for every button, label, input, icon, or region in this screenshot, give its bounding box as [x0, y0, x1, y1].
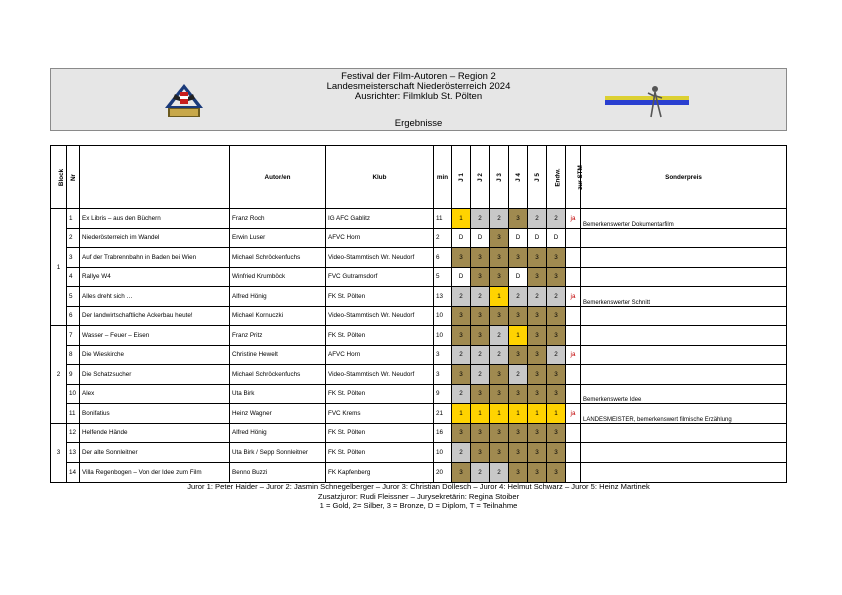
juror-score: 3 [471, 267, 490, 287]
film-title: Auf der Trabrennbahn in Baden bei Wien [80, 248, 230, 268]
juror-score: 3 [452, 463, 471, 483]
film-title: Helfende Hände [80, 423, 230, 443]
film-title: Wasser – Feuer – Eisen [80, 326, 230, 346]
stm-flag [566, 228, 581, 248]
entry-number: 6 [67, 306, 80, 326]
juror-score: 2 [471, 345, 490, 365]
stm-flag [566, 267, 581, 287]
film-title: Rallye W4 [80, 267, 230, 287]
col-header-j5: J 5 [528, 146, 547, 209]
film-title: Die Wieskirche [80, 345, 230, 365]
entry-number: 7 [67, 326, 80, 346]
juror-score: D [509, 228, 528, 248]
table-row [51, 345, 787, 365]
juror-score: 2 [490, 345, 509, 365]
film-title: Der landwirtschaftliche Ackerbau heute! [80, 306, 230, 326]
special-prize [581, 443, 787, 463]
juror-score: 3 [490, 443, 509, 463]
final-score: 3 [547, 326, 566, 346]
juror-score: 3 [471, 326, 490, 346]
film-title: Niederösterreich im Wandel [80, 228, 230, 248]
film-club: FVC Krems [326, 404, 434, 424]
juror-score: 2 [471, 365, 490, 385]
juror-score: 3 [471, 306, 490, 326]
table-row [51, 423, 787, 443]
film-author: Franz Pritz [230, 326, 326, 346]
juror-score: 2 [452, 443, 471, 463]
film-minutes: 9 [434, 384, 452, 404]
block-cell: 1 [51, 209, 67, 326]
special-prize [581, 267, 787, 287]
juror-score: 3 [490, 267, 509, 287]
table-row [51, 267, 787, 287]
special-prize [581, 365, 787, 385]
juror-score: D [452, 228, 471, 248]
film-title: Alex [80, 384, 230, 404]
final-score: 3 [547, 384, 566, 404]
final-score: 2 [547, 345, 566, 365]
stm-flag [566, 463, 581, 483]
juror-score: 1 [471, 404, 490, 424]
juror-score: 3 [452, 365, 471, 385]
juror-score: 1 [509, 404, 528, 424]
col-header-stm: zur STM [566, 146, 581, 209]
legend-line: 1 = Gold, 2= Silber, 3 = Bronze, D = Diplom, T = Teilnahme [319, 501, 518, 510]
entry-number: 3 [67, 248, 80, 268]
film-club: FK Kapfenberg [326, 463, 434, 483]
festival-title: Festival der Film-Autoren – Region 2 [341, 71, 496, 82]
section-title: Ergebnisse [394, 118, 443, 129]
juror-score: 1 [509, 326, 528, 346]
stm-flag [566, 423, 581, 443]
col-header-j2: J 2 [471, 146, 490, 209]
film-author: Alfred Hönig [230, 423, 326, 443]
juror-score: 3 [490, 384, 509, 404]
film-club: IG AFC Gablitz [326, 209, 434, 229]
table-row [51, 384, 787, 404]
juror-score: 3 [528, 306, 547, 326]
film-title: Der alte Sonnleitner [80, 443, 230, 463]
special-prize: Bemerkenswerte Idee [581, 384, 787, 404]
special-prize [581, 228, 787, 248]
table-row [51, 306, 787, 326]
col-header-final: Endw. [547, 146, 566, 209]
juror-score: 2 [490, 463, 509, 483]
film-minutes: 20 [434, 463, 452, 483]
final-score: 3 [547, 463, 566, 483]
stm-flag [566, 248, 581, 268]
juror-score: 3 [528, 384, 547, 404]
juror-score: 3 [452, 248, 471, 268]
juror-score: 3 [509, 345, 528, 365]
film-minutes: 2 [434, 228, 452, 248]
entry-number: 11 [67, 404, 80, 424]
juror-score: 3 [528, 326, 547, 346]
film-minutes: 13 [434, 287, 452, 307]
film-minutes: 16 [434, 423, 452, 443]
table-row [51, 463, 787, 483]
final-score: 3 [547, 423, 566, 443]
film-author: Alfred Hönig [230, 287, 326, 307]
juror-score: 2 [452, 287, 471, 307]
final-score: 3 [547, 306, 566, 326]
entry-number: 13 [67, 443, 80, 463]
juror-score: 2 [509, 365, 528, 385]
juror-score: 3 [509, 443, 528, 463]
juror-score: 3 [528, 345, 547, 365]
juror-score: 3 [528, 463, 547, 483]
film-author: Winfried Krumböck [230, 267, 326, 287]
film-minutes: 5 [434, 267, 452, 287]
juror-score: 3 [490, 365, 509, 385]
juror-score: D [452, 267, 471, 287]
table-row [51, 209, 787, 229]
juror-score: 3 [509, 306, 528, 326]
special-prize [581, 463, 787, 483]
table-row [51, 404, 787, 424]
entry-number: 14 [67, 463, 80, 483]
special-prize [581, 326, 787, 346]
col-header-title [80, 146, 230, 209]
final-score: 3 [547, 365, 566, 385]
block-cell: 2 [51, 326, 67, 424]
col-header-block: Block [51, 146, 67, 209]
jury-extra-line: Zusatzjuror: Rudi Fleissner – Jurysekretärin: Regina Stoiber [317, 491, 520, 501]
juror-score: 1 [528, 404, 547, 424]
entry-number: 5 [67, 287, 80, 307]
film-minutes: 10 [434, 306, 452, 326]
juror-score: 2 [471, 209, 490, 229]
table-row [51, 443, 787, 463]
film-title: Die Schatzsucher [80, 365, 230, 385]
film-club: FK St. Pölten [326, 326, 434, 346]
juror-score: 1 [490, 404, 509, 424]
juror-score: 3 [471, 384, 490, 404]
film-club: Video-Stammtisch Wr. Neudorf [326, 365, 434, 385]
film-author: Michael Kornuczki [230, 306, 326, 326]
final-score: 1 [547, 404, 566, 424]
table-row [51, 248, 787, 268]
table-row [51, 365, 787, 385]
juror-score: 3 [452, 326, 471, 346]
film-minutes: 6 [434, 248, 452, 268]
film-title: Villa Regenbogen – Von der Idee zum Film [80, 463, 230, 483]
special-prize: Bemerkenswerter Schnitt [581, 287, 787, 307]
film-author: Michael Schröckenfuchs [230, 365, 326, 385]
table-header-row [51, 146, 787, 209]
juror-score: 2 [490, 326, 509, 346]
special-prize: LANDESMEISTER, bemerkenswert filmische Erzählung [581, 404, 787, 424]
juror-score: 2 [452, 384, 471, 404]
stm-flag: ja [566, 345, 581, 365]
col-header-j1: J 1 [452, 146, 471, 209]
stm-flag [566, 443, 581, 463]
table-row [51, 326, 787, 346]
final-score: 3 [547, 443, 566, 463]
juror-score: 3 [528, 267, 547, 287]
entry-number: 10 [67, 384, 80, 404]
juror-score: 3 [509, 463, 528, 483]
film-minutes: 10 [434, 326, 452, 346]
stm-flag [566, 326, 581, 346]
document-header [50, 68, 787, 131]
juror-score: 3 [509, 248, 528, 268]
film-club: FK St. Pölten [326, 384, 434, 404]
juror-score: 3 [528, 248, 547, 268]
juror-score: 3 [528, 423, 547, 443]
table-row [51, 287, 787, 307]
film-club: FK St. Pölten [326, 423, 434, 443]
film-title: Ex Libris – aus den Büchern [80, 209, 230, 229]
film-club: Video-Stammtisch Wr. Neudorf [326, 248, 434, 268]
jury-line: Juror 1: Peter Haider – Juror 2: Jasmin Schnegelberger – Juror 3: Christian Dollesch – Juror 4: Helmut Schwarz – Juror 5: Heinz Martinek [187, 482, 650, 491]
juror-score: 3 [490, 423, 509, 443]
entry-number: 2 [67, 228, 80, 248]
stm-flag [566, 306, 581, 326]
juror-score: 2 [509, 287, 528, 307]
film-author: Uta Birk [230, 384, 326, 404]
film-minutes: 3 [434, 345, 452, 365]
film-author: Erwin Luser [230, 228, 326, 248]
juror-score: 1 [490, 287, 509, 307]
final-score: 2 [547, 209, 566, 229]
juror-score: 1 [452, 404, 471, 424]
final-score: 2 [547, 287, 566, 307]
juror-score: 3 [490, 306, 509, 326]
film-club: FK St. Pölten [326, 443, 434, 463]
results-table [50, 145, 787, 483]
film-minutes: 21 [434, 404, 452, 424]
stm-flag: ja [566, 287, 581, 307]
film-author: Michael Schröckenfuchs [230, 248, 326, 268]
stm-flag: ja [566, 404, 581, 424]
special-prize [581, 306, 787, 326]
entry-number: 1 [67, 209, 80, 229]
juror-score: 2 [490, 209, 509, 229]
stm-flag [566, 365, 581, 385]
filmklub-logo [605, 83, 689, 119]
film-club: AFVC Horn [326, 345, 434, 365]
juror-score: 3 [452, 423, 471, 443]
special-prize [581, 345, 787, 365]
entry-number: 12 [67, 423, 80, 443]
championship-title: Landesmeisterschaft Niederösterreich 2024 [326, 81, 511, 92]
juror-score: 3 [452, 306, 471, 326]
table-row [51, 228, 787, 248]
col-header-club: Klub [326, 146, 434, 209]
film-author: Uta Birk / Sepp Sonnleitner [230, 443, 326, 463]
final-score: D [547, 228, 566, 248]
col-header-special: Sonderpreis [581, 146, 787, 209]
juror-score: 3 [471, 443, 490, 463]
film-minutes: 3 [434, 365, 452, 385]
stm-flag [566, 384, 581, 404]
col-header-j3: J 3 [490, 146, 509, 209]
film-author: Heinz Wagner [230, 404, 326, 424]
juror-score: 3 [509, 209, 528, 229]
film-author: Benno Buzzi [230, 463, 326, 483]
final-score: 3 [547, 248, 566, 268]
entry-number: 9 [67, 365, 80, 385]
col-header-author: Autor/en [230, 146, 326, 209]
organizer-line: Ausrichter: Filmklub St. Pölten [354, 91, 483, 102]
juror-score: 1 [452, 209, 471, 229]
special-prize [581, 248, 787, 268]
footer-notes [50, 482, 787, 511]
entry-number: 8 [67, 345, 80, 365]
final-score: 3 [547, 267, 566, 287]
juror-score: D [528, 228, 547, 248]
juror-score: 2 [471, 287, 490, 307]
film-author: Christine Hewelt [230, 345, 326, 365]
juror-score: 3 [490, 228, 509, 248]
juror-score: 3 [471, 423, 490, 443]
film-minutes: 11 [434, 209, 452, 229]
film-club: FK St. Pölten [326, 287, 434, 307]
film-title: Bonifatius [80, 404, 230, 424]
juror-score: D [471, 228, 490, 248]
juror-score: 3 [528, 443, 547, 463]
col-header-j4: J 4 [509, 146, 528, 209]
juror-score: 3 [528, 365, 547, 385]
juror-score: 3 [509, 423, 528, 443]
juror-score: 2 [528, 287, 547, 307]
film-club: AFVC Horn [326, 228, 434, 248]
film-club: FVC Gutramsdorf [326, 267, 434, 287]
special-prize: Bemerkenswerter Dokumentarfilm [581, 209, 787, 229]
juror-score: 3 [490, 248, 509, 268]
juror-score: 3 [471, 248, 490, 268]
special-prize [581, 423, 787, 443]
film-club: Video-Stammtisch Wr. Neudorf [326, 306, 434, 326]
film-minutes: 10 [434, 443, 452, 463]
entry-number: 4 [67, 267, 80, 287]
stm-flag: ja [566, 209, 581, 229]
film-title: Alles dreht sich … [80, 287, 230, 307]
juror-score: 2 [452, 345, 471, 365]
juror-score: 3 [509, 384, 528, 404]
col-header-min: min [434, 146, 452, 209]
juror-score: 2 [528, 209, 547, 229]
block-cell: 3 [51, 423, 67, 483]
col-header-nr: Nr [67, 146, 80, 209]
juror-score: D [509, 267, 528, 287]
film-author: Franz Roch [230, 209, 326, 229]
juror-score: 2 [471, 463, 490, 483]
